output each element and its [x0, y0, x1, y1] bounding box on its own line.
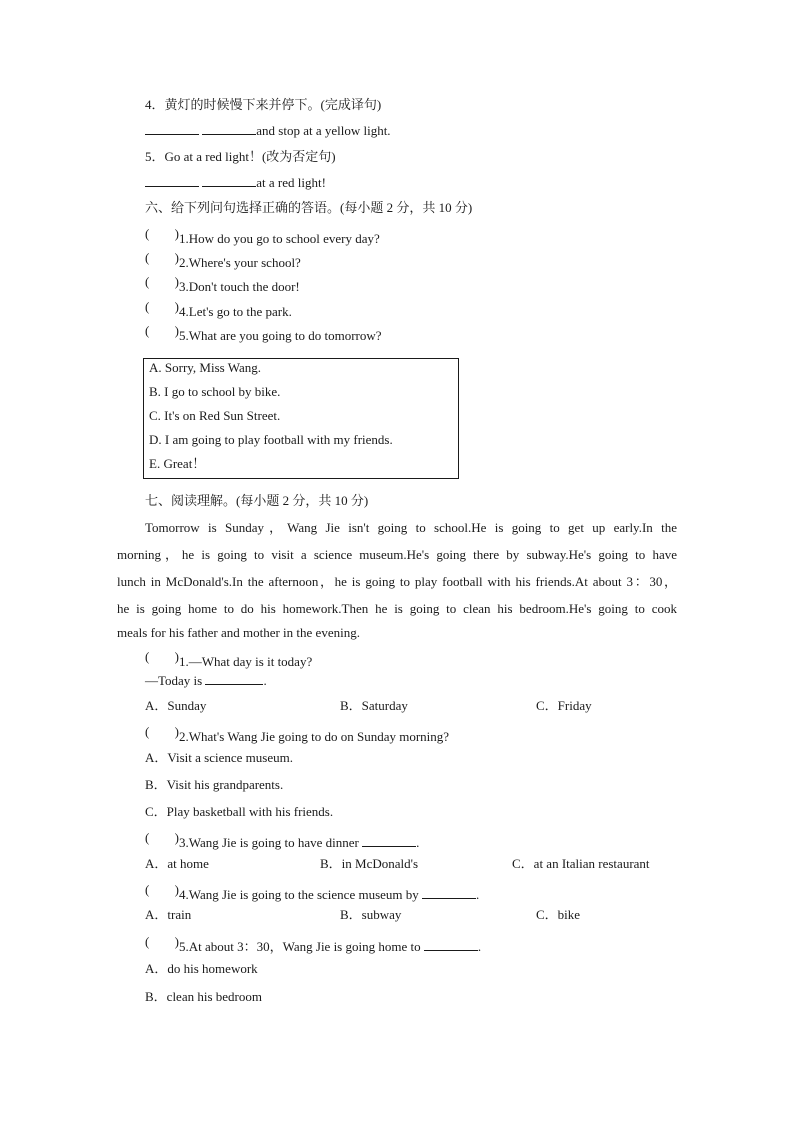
section7-title: 七、阅读理解。(每小题 2 分，共 10 分)	[145, 493, 369, 508]
q4-prompt: 4．黄灯的时候慢下来并停下。(完成译句)	[145, 97, 382, 112]
r-question-1-line2: —Today is .	[145, 673, 267, 688]
r-question-5: ( ) 5.At about 3：30，Wang Jie is going home to .	[145, 934, 482, 954]
r4-choice-b: B．subway	[340, 907, 402, 922]
answer-blank[interactable]	[205, 672, 263, 685]
r2-choice-c: C．Play basketball with his friends.	[145, 804, 334, 819]
r1-choice-b: B．Saturday	[340, 698, 408, 713]
r5-choice-b: B．clean his bedroom	[145, 989, 262, 1004]
q4-answer-line	[145, 122, 391, 140]
r2-choice-a: A．Visit a science museum.	[145, 750, 293, 765]
answer-blank[interactable]	[424, 938, 478, 951]
passage-line-4: he is going home to do his homework.Then he is going to clean his bedroom.He's going to cook	[117, 601, 677, 616]
answer-parens[interactable]: ( )	[145, 299, 179, 314]
r4-choice-a: A．train	[145, 907, 192, 922]
r4-choice-c: C．bike	[536, 907, 581, 922]
r1-choice-a: A．Sunday	[145, 698, 207, 713]
answer-parens[interactable]: ( )	[145, 226, 179, 241]
answer-blank[interactable]	[202, 174, 256, 187]
r-question-2: ( ) 2.What's Wang Jie going to do on Sunday morning?	[145, 724, 450, 744]
s6-question-2: ( ) 2.Where's your school?	[145, 250, 301, 270]
answer-parens[interactable]: ( )	[145, 882, 179, 897]
option-d: D. I am going to play football with my friends.	[149, 432, 393, 447]
answer-parens[interactable]: ( )	[145, 250, 179, 265]
r-question-3: ( ) 3.Wang Jie is going to have dinner .	[145, 830, 420, 850]
option-c: C. It's on Red Sun Street.	[149, 408, 281, 423]
option-a: A. Sorry, Miss Wang.	[149, 360, 261, 375]
answer-parens[interactable]: ( )	[145, 274, 179, 289]
passage-line-5: meals for his father and mother in the evening.	[117, 625, 360, 640]
answer-parens[interactable]: ( )	[145, 934, 179, 949]
r3-choice-c: C．at an Italian restaurant	[512, 856, 650, 871]
answer-blank[interactable]	[202, 122, 256, 135]
answer-parens[interactable]: ( )	[145, 724, 179, 739]
option-b: B. I go to school by bike.	[149, 384, 281, 399]
section6-title: 六、给下列问句选择正确的答语。(每小题 2 分，共 10 分)	[145, 200, 473, 215]
r3-choice-a: A．at home	[145, 856, 209, 871]
q5-answer-line	[145, 174, 326, 192]
option-e: E. Great！	[149, 456, 206, 471]
r3-choice-b: B．in McDonald's	[320, 856, 419, 871]
q5-prompt: 5．Go at a red light！(改为否定句)	[145, 149, 336, 164]
answer-options-box	[143, 358, 459, 479]
answer-blank[interactable]	[422, 886, 476, 899]
answer-parens[interactable]: ( )	[145, 323, 179, 338]
answer-blank[interactable]	[362, 834, 416, 847]
answer-parens[interactable]: ( )	[145, 830, 179, 845]
answer-blank[interactable]	[145, 122, 199, 135]
r5-choice-a: A．do his homework	[145, 961, 258, 976]
passage-line-3: lunch in McDonald's.In the afternoon，he is going to play football with his friends.At about 3：30，	[117, 574, 677, 589]
r-question-1: ( ) 1.—What day is it today?	[145, 649, 313, 669]
answer-blank[interactable]	[145, 174, 199, 187]
r-question-4: ( ) 4.Wang Jie is going to the science museum by .	[145, 882, 480, 902]
r2-choice-b: B．Visit his grandparents.	[145, 777, 284, 792]
s6-question-4: ( ) 4.Let's go to the park.	[145, 299, 292, 319]
s6-question-1: ( ) 1.How do you go to school every day?	[145, 226, 380, 246]
s6-question-5: ( ) 5.What are you going to do tomorrow?	[145, 323, 382, 343]
r1-choice-c: C．Friday	[536, 698, 592, 713]
q5-tail: at a red light!	[256, 175, 326, 190]
passage-line-2: morning，he is going to visit a science museum.He's going there by subway.He's going to have	[117, 547, 677, 562]
answer-parens[interactable]: ( )	[145, 649, 179, 664]
q4-tail: and stop at a yellow light.	[256, 123, 391, 138]
passage-line-1: Tomorrow is Sunday，Wang Jie isn't going to school.He is going to get up early.In the	[145, 520, 677, 535]
s6-question-3: ( ) 3.Don't touch the door!	[145, 274, 300, 294]
